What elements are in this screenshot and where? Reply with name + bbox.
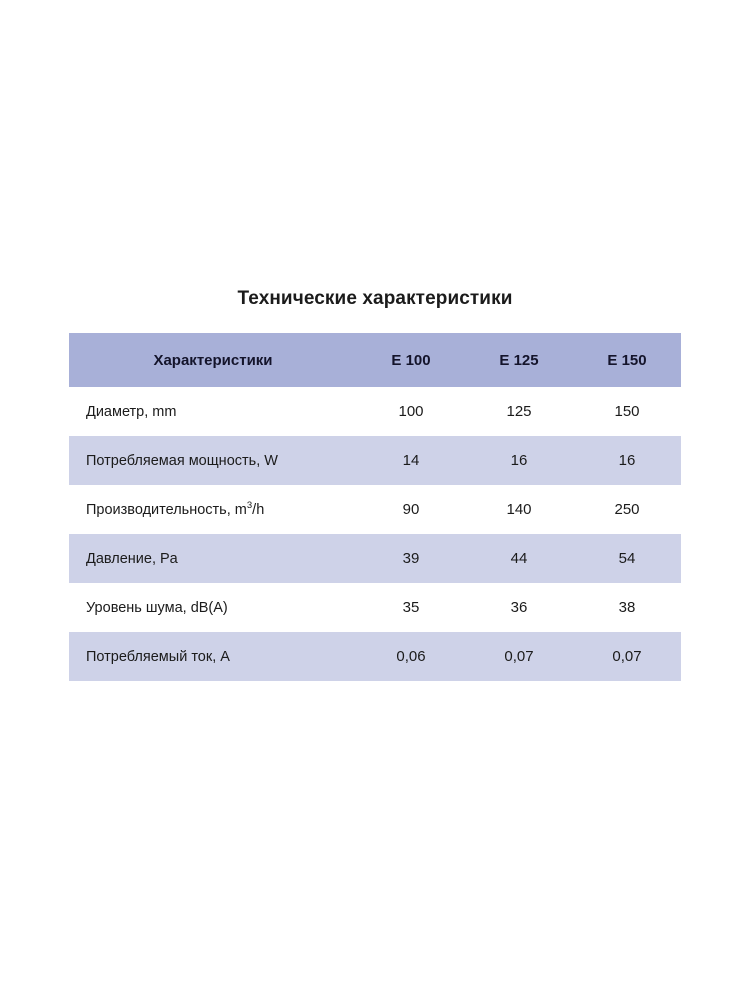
row-label-airflow-exponent: 3 bbox=[246, 499, 253, 511]
row-label-airflow-main: Производительность, m bbox=[86, 501, 247, 518]
cell-pressure-e100: 39 bbox=[357, 534, 465, 583]
table-row bbox=[69, 436, 681, 485]
page-title: Технические характеристики bbox=[237, 288, 513, 309]
row-label-pressure: Давление, Pa bbox=[69, 534, 357, 583]
row-label-airflow-tail: /h bbox=[252, 501, 265, 518]
table-row bbox=[69, 583, 681, 632]
column-header-e150: E 150 bbox=[573, 333, 681, 387]
specifications-table bbox=[69, 333, 681, 681]
row-label-airflow bbox=[69, 485, 357, 534]
cell-current-e100: 0,06 bbox=[357, 632, 465, 681]
cell-noise-e100: 35 bbox=[357, 583, 465, 632]
cell-power-e125: 16 bbox=[465, 436, 573, 485]
row-label-diameter: Диаметр, mm bbox=[69, 387, 357, 436]
cell-noise-e125: 36 bbox=[465, 583, 573, 632]
table-row bbox=[69, 632, 681, 681]
cell-current-e150: 0,07 bbox=[573, 632, 681, 681]
cell-pressure-e150: 54 bbox=[573, 534, 681, 583]
table-row bbox=[69, 485, 681, 534]
table-row bbox=[69, 387, 681, 436]
column-header-characteristics: Характеристики bbox=[69, 333, 357, 387]
table-body bbox=[69, 387, 681, 681]
cell-airflow-e100: 90 bbox=[357, 485, 465, 534]
row-label-power: Потребляемая мощность, W bbox=[69, 436, 357, 485]
cell-current-e125: 0,07 bbox=[465, 632, 573, 681]
cell-diameter-e100: 100 bbox=[357, 387, 465, 436]
table-header-row bbox=[69, 333, 681, 387]
cell-noise-e150: 38 bbox=[573, 583, 681, 632]
cell-diameter-e125: 125 bbox=[465, 387, 573, 436]
column-header-e125: E 125 bbox=[465, 333, 573, 387]
cell-power-e100: 14 bbox=[357, 436, 465, 485]
table-header bbox=[69, 333, 681, 387]
cell-airflow-e150: 250 bbox=[573, 485, 681, 534]
cell-diameter-e150: 150 bbox=[573, 387, 681, 436]
row-label-noise: Уровень шума, dB(A) bbox=[69, 583, 357, 632]
column-header-e100: E 100 bbox=[357, 333, 465, 387]
row-label-current: Потребляемый ток, A bbox=[69, 632, 357, 681]
table-row bbox=[69, 534, 681, 583]
cell-airflow-e125: 140 bbox=[465, 485, 573, 534]
cell-pressure-e125: 44 bbox=[465, 534, 573, 583]
cell-power-e150: 16 bbox=[573, 436, 681, 485]
